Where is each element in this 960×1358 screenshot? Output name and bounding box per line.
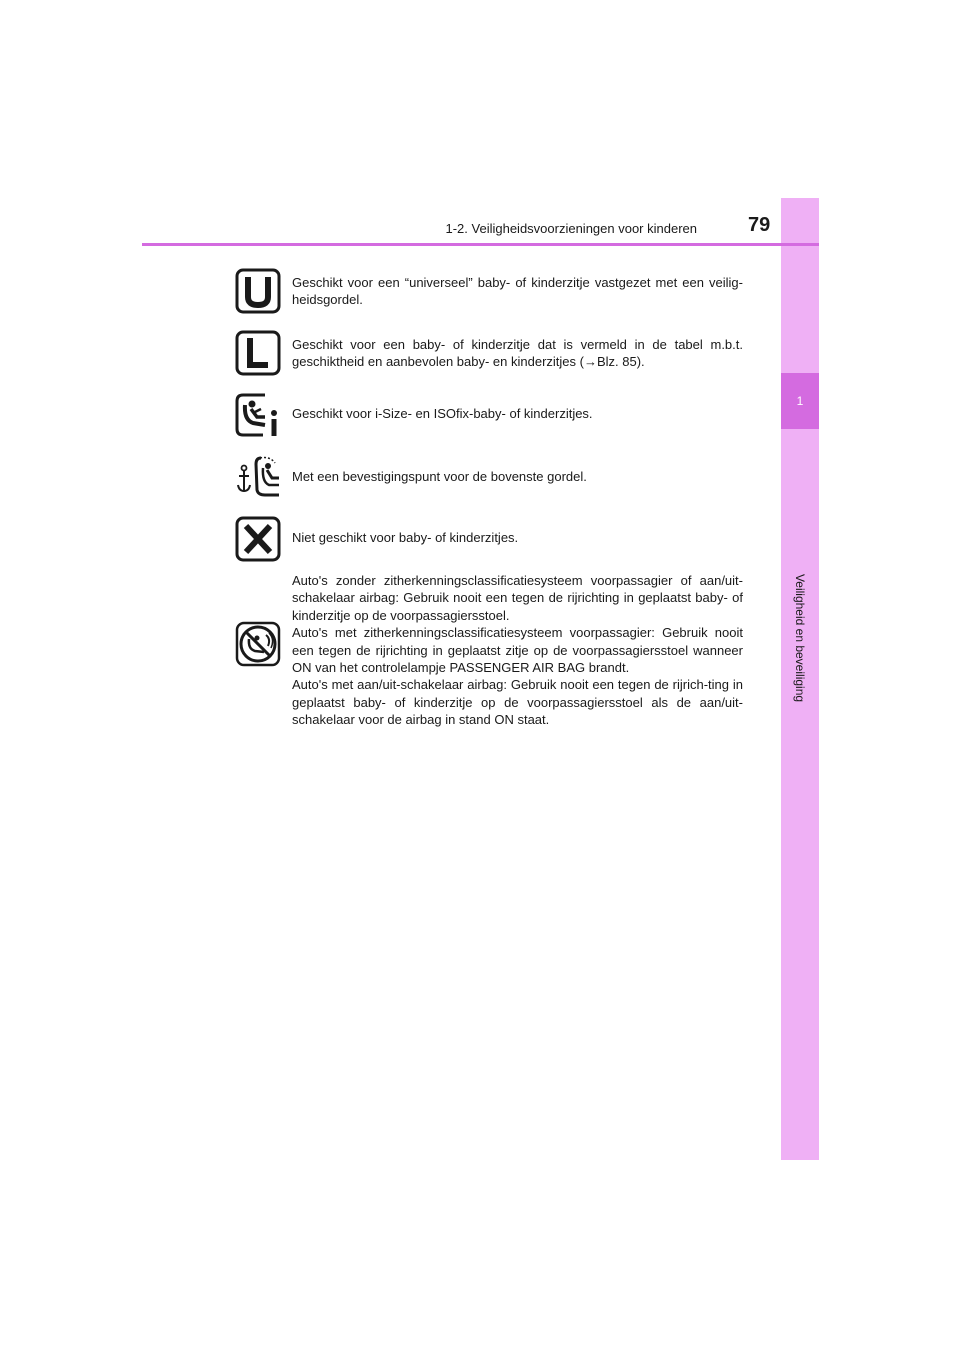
entry-paragraph: Auto's met aan/uit-schakelaar airbag: Gebruik nooit een tegen de rijrich-ting in geplaatst baby- of kinderzitje op de voorpassagiersstoel als de aan/uit-schakelaar voor de airbag in stand ON staat. <box>292 677 743 728</box>
not-suitable-x-icon <box>235 516 281 562</box>
entry-text-block <box>292 572 743 729</box>
chapter-title: Veiligheid en beveiliging <box>793 573 807 703</box>
chapter-side-tab[interactable] <box>781 198 819 1160</box>
chapter-number: 1 <box>796 394 804 408</box>
entry-text: Niet geschikt voor baby- of kinderzitjes. <box>292 530 519 545</box>
header-rule <box>142 243 819 246</box>
entry-top-tether <box>235 454 743 500</box>
entry-not-suitable <box>235 516 743 564</box>
letter-u-icon <box>235 268 281 314</box>
entry-text: Geschikt voor een baby- of kinderzitje dat is vermeld in de tabel m.b.t. geschiktheid en aanbevolen baby- en kinderzitjes (→Blz. 85). <box>292 337 743 370</box>
entry-text: Geschikt voor een “universeel” baby- of kinderzitje vastgezet met een veilig-heidsgordel. <box>292 275 743 308</box>
isofix-seat-icon <box>235 392 281 438</box>
entry-no-rear-facing <box>235 572 743 728</box>
page-number: 79 <box>748 214 771 236</box>
entry-universal <box>235 268 743 318</box>
entry-paragraph: Auto's met zitherkenningsclassificatiesysteem voorpassagier: Gebruik nooit een tegen de rijrichting in geplaatst zitje op de voorpassagiersstoel wanneer ON van het controlelampje PASSENGER AIR BAG brandt. <box>292 625 743 676</box>
entry-paragraph: Auto's zonder zitherkenningsclassificatiesysteem voorpassagier of aan/uit-schakelaar airbag: Gebruik nooit een tegen de rijrichting in geplaatst baby- of kinderzitje op de voorpassagiersstoel. <box>292 573 743 623</box>
no-rear-facing-seat-icon <box>235 621 281 667</box>
top-tether-anchor-icon <box>235 454 281 500</box>
entry-text: Geschikt voor i-Size- en ISOfix-baby- of kinderzitjes. <box>292 406 593 421</box>
entry-listed <box>235 330 743 380</box>
section-title: 1-2. Veiligheidsvoorzieningen voor kinderen <box>445 221 697 236</box>
entry-isofix <box>235 392 743 440</box>
entry-text: Met een bevestigingspunt voor de bovenste gordel. <box>292 469 587 484</box>
letter-l-icon <box>235 330 281 376</box>
